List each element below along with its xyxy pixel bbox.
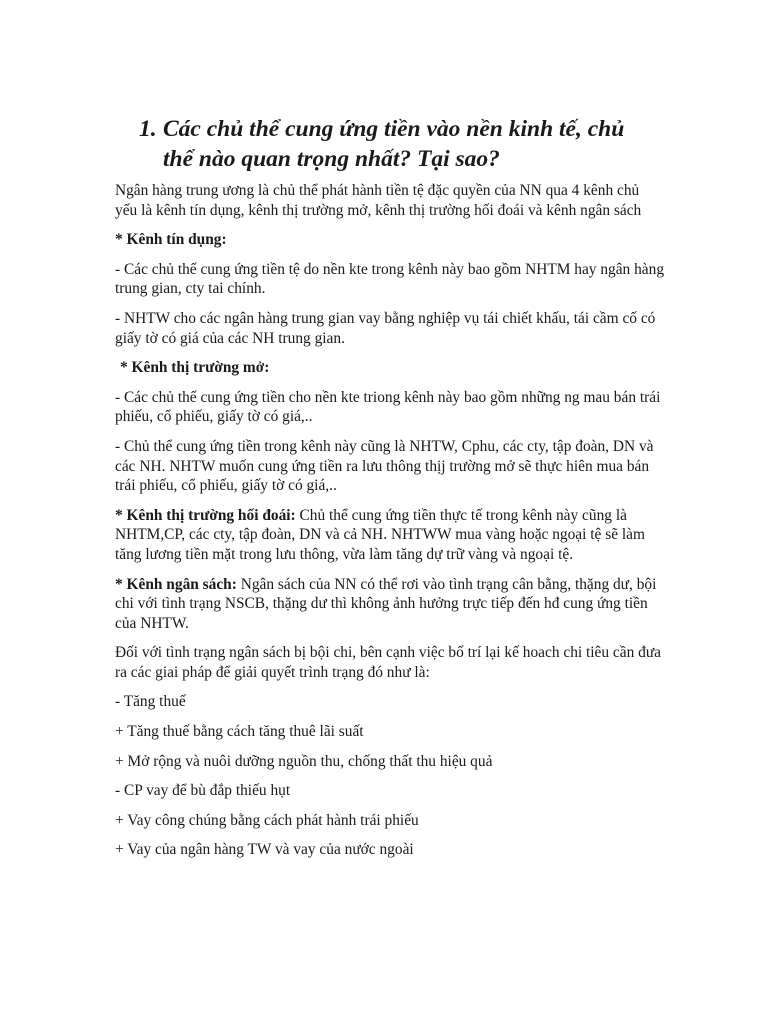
budget-text: Ngân sách của NN có thể rơi vào tình trạng cân bằng, thặng dư, bội chi với tình trạng NSCB, thặng dư thì không ảnh hưởng trực tiếp đến hđ cung ứng tiền của NHTW.	[115, 575, 657, 632]
measures-list	[115, 692, 665, 860]
list-item: + Tăng thuế bằng cách tăng thuê lãi suất	[115, 723, 364, 741]
open-market-paragraph-2: - Chủ thể cung ứng tiền trong kênh này cũng là NHTW, Cphu, các cty, tập đoàn, DN và các NH. NHTW muốn cung ứng tiền ra lưu thông thịj trường mở sẽ thực hiên mua bán trái phiếu, cổ phiếu, giấy tờ có giá,..	[115, 437, 654, 495]
list-item: - CP vay để bù đắp thiếu hụt	[115, 782, 291, 800]
section-title-budget: * Kênh ngân sách:	[115, 575, 237, 593]
heading-line-1: Các chủ thể cung ứng tiền vào nền kinh tế, chủ	[163, 116, 625, 142]
list-item: + Vay công chúng bằng cách phát hành trái phiếu	[115, 811, 419, 829]
credit-paragraph-1: - Các chủ thể cung ứng tiền tệ do nền kte trong kênh này bao gồm NHTM hay ngân hàng trung gian, cty tai chính.	[115, 260, 665, 298]
deficit-intro-paragraph: Đối với tình trạng ngân sách bị bội chi, bên cạnh việc bố trí lại kế hoach chi tiêu cần đưa ra các giai pháp để giải quyết trình trạng đó như là:	[115, 644, 662, 681]
heading-number: 1.	[139, 116, 157, 142]
heading-line-2: thể nào quan trọng nhất? Tại sao?	[163, 146, 500, 172]
list-item: + Mở rộng và nuôi dưỡng nguồn thu, chống thất thu hiệu quả	[115, 752, 493, 770]
question-heading	[139, 114, 699, 174]
list-item: + Vay của ngân hàng TW và vay của nước ngoài	[115, 841, 414, 859]
credit-paragraph-2: - NHTW cho các ngân hàng trung gian vay bằng nghiệp vụ tái chiết khấu, tái cầm cố có giấy tờ có giá của các NH trung gian.	[115, 309, 656, 347]
forex-text: Chủ thể cung ứng tiền thực tế trong kênh này cũng là NHTM,CP, các cty, tập đoàn, DN và cả NH. NHTWW mua vàng hoặc ngoại tệ sẽ làm tăng lương tiền mặt trong lưu thông, vừa làm tăng dự trữ vàng và ngoại tệ.	[115, 506, 645, 563]
section-title-open-market: * Kênh thị trường mở:	[120, 359, 270, 377]
section-title-forex: * Kênh thị trường hối đoái:	[115, 506, 296, 524]
section-title-credit: * Kênh tín dụng:	[115, 231, 227, 249]
document-body	[115, 181, 665, 870]
budget-paragraph	[115, 575, 665, 634]
intro-paragraph: Ngân hàng trung ương là chủ thể phát hành tiền tệ đặc quyền của NN qua 4 kênh chủ yếu là kênh tín dụng, kênh thị trường mở, kênh thị trường hối đoái và kênh ngân sách	[115, 182, 642, 219]
list-item: - Tăng thuế	[115, 693, 186, 711]
open-market-paragraph-1: - Các chủ thể cung ứng tiền cho nền kte triong kênh này bao gồm những ng mau bán trái phiếu, cổ phiếu, giấy tờ có giá,..	[115, 388, 661, 426]
forex-paragraph	[115, 506, 665, 565]
